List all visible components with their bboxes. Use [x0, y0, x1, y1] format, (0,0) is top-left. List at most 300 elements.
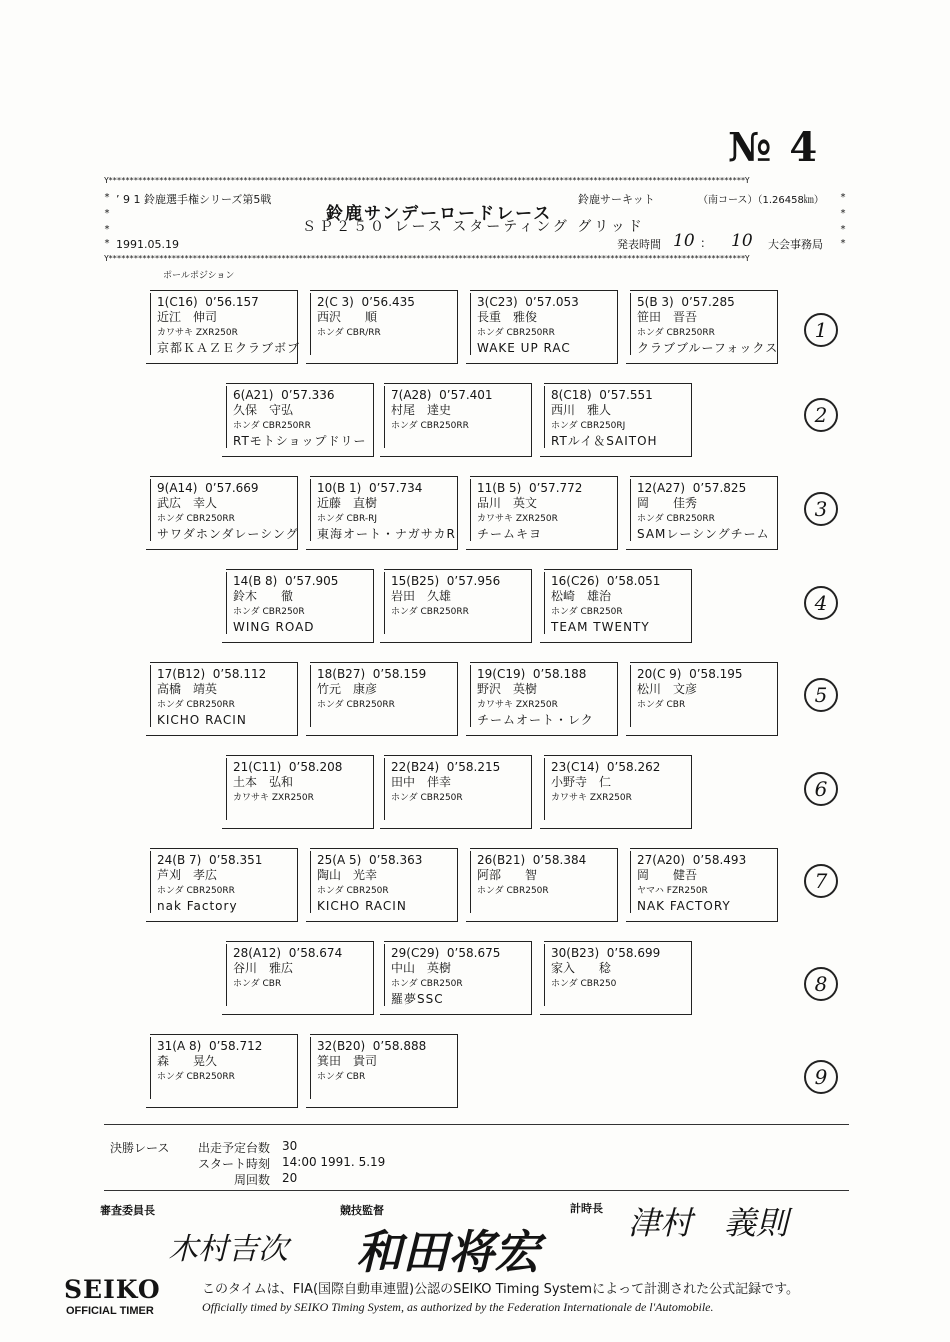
- rider-name: 村尾 達史: [391, 403, 452, 417]
- position-code: 19(C19): [477, 667, 526, 681]
- rider-name: 西沢 順: [317, 310, 378, 324]
- box-border-right: [617, 290, 618, 364]
- rider-name: 長重 雅俊: [477, 310, 538, 324]
- grid-box: [310, 476, 458, 550]
- box-border-top: [630, 290, 778, 291]
- rider-name: 松川 文彦: [637, 682, 698, 696]
- position-code: 29(C29): [391, 946, 440, 960]
- box-border-bottom: [626, 549, 778, 550]
- qualifying-time: 0’57.956: [446, 574, 501, 588]
- grid-box: [544, 383, 692, 457]
- grid-position: [157, 481, 259, 496]
- grid-box: [310, 1034, 458, 1108]
- grid-box: [226, 383, 374, 457]
- announce-colon: ：: [700, 236, 713, 250]
- grid-position: [637, 667, 743, 682]
- grid-position: [391, 574, 500, 589]
- box-border-bottom: [380, 1014, 532, 1015]
- rider-name: 高橋 靖英: [157, 682, 218, 696]
- grid-box: [384, 569, 532, 643]
- box-border-top: [226, 383, 374, 384]
- rider-name: 箕田 貴司: [317, 1054, 378, 1068]
- row-number-circle: 3: [804, 492, 838, 526]
- row-number-circle: 8: [804, 967, 838, 1001]
- box-border-right: [457, 662, 458, 736]
- box-border-left: [310, 1037, 311, 1099]
- grid-box: [630, 848, 778, 922]
- box-border-bottom: [380, 456, 532, 457]
- position-code: 17(B12): [157, 667, 206, 681]
- laps-label: 周回数: [234, 1173, 271, 1187]
- star-border-bottom: Y*******************************************************************************************************************************************************Y: [104, 254, 750, 263]
- row-number-circle: 9: [804, 1060, 838, 1094]
- box-border-top: [226, 755, 374, 756]
- rider-name: 松崎 雄治: [551, 589, 612, 603]
- position-code: 7(A28): [391, 388, 432, 402]
- box-border-bottom: [380, 828, 532, 829]
- timekeeper-label: 計時長: [570, 1202, 603, 1215]
- box-border-bottom: [306, 363, 458, 364]
- judge-label: 審査委員長: [100, 1204, 155, 1217]
- box-border-right: [297, 848, 298, 922]
- box-border-right: [297, 662, 298, 736]
- rider-name: 陶山 光幸: [317, 868, 378, 882]
- final-race-label: 決勝レース: [110, 1141, 170, 1155]
- box-border-top: [150, 290, 298, 291]
- qualifying-time: 0’58.363: [368, 853, 423, 867]
- series-name: ’ 9 1 鈴鹿選手権シリーズ第5戦: [116, 193, 272, 206]
- grid-box: [630, 662, 778, 736]
- box-border-left: [150, 1037, 151, 1099]
- box-border-right: [777, 476, 778, 550]
- disclaimer-japanese: このタイムは、FIA(国際自動車連盟)公認のSEIKO Timing Systemによって計測された公式記録です。: [202, 1282, 800, 1297]
- box-border-top: [310, 1034, 458, 1035]
- box-border-top: [544, 941, 692, 942]
- rider-name: 武広 幸人: [157, 496, 218, 510]
- position-code: 27(A20): [637, 853, 686, 867]
- position-code: 8(C18): [551, 388, 592, 402]
- machine-name: カワサキ ZXR250R: [551, 793, 632, 803]
- position-code: 9(A14): [157, 481, 198, 495]
- machine-name: ヤマハ FZR250R: [637, 886, 708, 896]
- box-border-left: [544, 758, 545, 820]
- grid-position: [477, 853, 586, 868]
- position-code: 21(C11): [233, 760, 282, 774]
- rider-name: 岡 健吾: [637, 868, 698, 882]
- grid-position: [391, 388, 493, 403]
- grid-box: [150, 662, 298, 736]
- box-border-right: [531, 941, 532, 1015]
- position-code: 23(C14): [551, 760, 600, 774]
- machine-name: ホンダ CBR250RR: [233, 421, 311, 431]
- grid-box: [470, 290, 618, 364]
- row-number-circle: 2: [804, 398, 838, 432]
- final-divider-top: [104, 1124, 849, 1125]
- grid-box: [470, 848, 618, 922]
- qualifying-time: 0’58.674: [288, 946, 343, 960]
- rider-name: 岡 佳秀: [637, 496, 698, 510]
- box-border-left: [226, 386, 227, 448]
- box-border-left: [470, 479, 471, 541]
- box-border-bottom: [222, 828, 374, 829]
- box-border-right: [691, 383, 692, 457]
- box-border-top: [384, 941, 532, 942]
- box-border-left: [544, 572, 545, 634]
- box-border-left: [226, 944, 227, 1006]
- qualifying-time: 0’57.053: [525, 295, 579, 309]
- rider-name: 岩田 久雄: [391, 589, 452, 603]
- box-border-bottom: [306, 921, 458, 922]
- box-border-right: [297, 1034, 298, 1108]
- course-info: （南コース）（1.26458㎞）: [698, 195, 824, 206]
- qualifying-time: 0’58.112: [212, 667, 267, 681]
- rider-name: 近江 伸司: [157, 310, 218, 324]
- row-number-circle: 5: [804, 678, 838, 712]
- grid-position: [391, 760, 500, 775]
- star-border-right-3: *: [840, 224, 847, 235]
- qualifying-time: 0’58.051: [606, 574, 661, 588]
- grid-position: [317, 1039, 426, 1054]
- position-code: 32(B20): [317, 1039, 366, 1053]
- qualifying-time: 0’56.435: [361, 295, 415, 309]
- grid-box: [470, 476, 618, 550]
- rider-name: 阿部 智: [477, 868, 538, 882]
- box-border-bottom: [306, 1107, 458, 1108]
- rider-name: 久保 守弘: [233, 403, 294, 417]
- box-border-left: [150, 851, 151, 913]
- star-border-right-4: *: [840, 238, 847, 249]
- machine-name: ホンダ CBR250RR: [157, 1072, 235, 1082]
- document-number: № 4: [728, 124, 820, 171]
- position-code: 28(A12): [233, 946, 282, 960]
- qualifying-time: 0’57.905: [284, 574, 339, 588]
- position-code: 12(A27): [637, 481, 686, 495]
- box-border-bottom: [222, 1014, 374, 1015]
- box-border-right: [617, 476, 618, 550]
- grid-position: [233, 760, 342, 775]
- position-code: 30(B23): [551, 946, 600, 960]
- announce-minute: 10: [731, 231, 753, 251]
- box-border-right: [691, 941, 692, 1015]
- grid-box: [544, 941, 692, 1015]
- box-border-top: [150, 662, 298, 663]
- position-code: 18(B27): [317, 667, 366, 681]
- box-border-bottom: [222, 642, 374, 643]
- box-border-bottom: [540, 456, 692, 457]
- machine-name: ホンダ CBR: [317, 1072, 366, 1082]
- box-border-top: [310, 476, 458, 477]
- box-border-top: [630, 662, 778, 663]
- box-border-bottom: [540, 642, 692, 643]
- qualifying-time: 0’58.159: [372, 667, 427, 681]
- box-border-right: [531, 569, 532, 643]
- team-name: TEAM TWENTY: [551, 620, 650, 634]
- machine-name: ホンダ CBR250R: [551, 607, 623, 617]
- machine-name: ホンダ CBR250RR: [391, 421, 469, 431]
- box-border-right: [617, 662, 618, 736]
- box-border-left: [310, 665, 311, 727]
- team-name: WING ROAD: [233, 620, 315, 634]
- laps-value: 20: [282, 1171, 298, 1185]
- qualifying-time: 0’58.888: [372, 1039, 427, 1053]
- office-name: 大会事務局: [768, 238, 823, 251]
- machine-name: ホンダ CBR/RR: [317, 328, 381, 338]
- machine-name: ホンダ CBR250RR: [391, 607, 469, 617]
- grid-position: [317, 853, 422, 868]
- machine-name: ホンダ CBR250RR: [477, 328, 555, 338]
- box-border-top: [470, 662, 618, 663]
- machine-name: ホンダ CBR250RR: [637, 514, 715, 524]
- machine-name: ホンダ CBR: [233, 979, 282, 989]
- grid-position: [551, 574, 660, 589]
- box-border-top: [470, 848, 618, 849]
- position-code: 31(A 8): [157, 1039, 202, 1053]
- qualifying-time: 0’57.772: [528, 481, 583, 495]
- rider-name: 谷川 雅広: [233, 961, 294, 975]
- qualifying-time: 0’57.401: [439, 388, 493, 402]
- grid-box: [310, 290, 458, 364]
- box-border-right: [373, 569, 374, 643]
- machine-name: ホンダ CBR250RR: [157, 514, 235, 524]
- box-border-bottom: [380, 642, 532, 643]
- machine-name: ホンダ CBR250R: [391, 979, 463, 989]
- box-border-left: [630, 479, 631, 541]
- box-border-right: [373, 755, 374, 829]
- rider-name: 西川 雅人: [551, 403, 612, 417]
- box-border-left: [150, 479, 151, 541]
- box-border-left: [470, 293, 471, 355]
- grid-position: [637, 853, 746, 868]
- rider-name: 品川 英文: [477, 496, 538, 510]
- position-code: 5(B 3): [637, 295, 674, 309]
- position-code: 15(B25): [391, 574, 440, 588]
- box-border-left: [630, 665, 631, 727]
- grid-position: [637, 295, 735, 310]
- box-border-left: [310, 479, 311, 541]
- team-name: NAK FACTORY: [637, 899, 731, 913]
- qualifying-time: 0’58.384: [532, 853, 587, 867]
- machine-name: カワサキ ZXR250R: [477, 514, 558, 524]
- grid-box: [630, 476, 778, 550]
- box-border-left: [150, 665, 151, 727]
- machine-name: ホンダ CBR250RR: [157, 886, 235, 896]
- box-border-top: [310, 662, 458, 663]
- box-border-left: [384, 572, 385, 634]
- box-border-bottom: [466, 549, 618, 550]
- grid-position: [233, 388, 335, 403]
- rider-name: 小野寺 仁: [551, 775, 612, 789]
- grid-box: [226, 569, 374, 643]
- qualifying-time: 0’57.285: [681, 295, 735, 309]
- box-border-right: [777, 848, 778, 922]
- director-signature: 和田将宏: [356, 1225, 540, 1279]
- position-code: 10(B 1): [317, 481, 362, 495]
- team-name: チームオート・レク: [477, 713, 594, 727]
- rider-name: 森 晃久: [157, 1054, 218, 1068]
- grid-position: [233, 946, 342, 961]
- machine-name: カワサキ ZXR250R: [157, 328, 238, 338]
- box-border-right: [457, 290, 458, 364]
- final-divider-bottom: [104, 1190, 849, 1191]
- box-border-top: [150, 1034, 298, 1035]
- position-code: 6(A21): [233, 388, 274, 402]
- position-code: 22(B24): [391, 760, 440, 774]
- team-name: nak Factory: [157, 899, 238, 913]
- circuit-name: 鈴鹿サーキット: [578, 193, 655, 206]
- box-border-right: [691, 569, 692, 643]
- qualifying-time: 0’58.208: [288, 760, 343, 774]
- grid-position: [477, 295, 579, 310]
- box-border-bottom: [146, 549, 298, 550]
- qualifying-time: 0’57.734: [368, 481, 423, 495]
- grid-box: [310, 848, 458, 922]
- box-border-right: [373, 941, 374, 1015]
- rider-name: 土本 弘和: [233, 775, 294, 789]
- timekeeper-signature: 津村 義則: [628, 1204, 789, 1242]
- grid-box: [150, 290, 301, 364]
- box-border-top: [384, 569, 532, 570]
- row-number-circle: 1: [804, 313, 838, 347]
- grid-position: [157, 295, 259, 310]
- race-title: 鈴鹿サンデーロードレース: [326, 204, 553, 224]
- box-border-bottom: [306, 549, 458, 550]
- star-border-right-2: *: [840, 208, 847, 219]
- box-border-left: [630, 293, 631, 355]
- team-name: チームキヨ: [477, 527, 543, 541]
- star-border-right-1: *: [840, 192, 847, 203]
- grid-position: [551, 388, 653, 403]
- position-code: 24(B 7): [157, 853, 202, 867]
- grid-position: [477, 481, 582, 496]
- pole-position-label: ポールポジション: [163, 271, 235, 281]
- qualifying-time: 0’58.675: [446, 946, 501, 960]
- box-border-bottom: [466, 921, 618, 922]
- rider-name: 竹元 康彦: [317, 682, 378, 696]
- starters-value: 30: [282, 1139, 298, 1153]
- rider-name: 家入 稔: [551, 961, 612, 975]
- rider-name: 田中 伴幸: [391, 775, 452, 789]
- row-number-circle: 6: [804, 772, 838, 806]
- team-name: KICHO RACIN: [317, 899, 407, 913]
- box-border-left: [150, 293, 151, 355]
- box-border-bottom: [540, 1014, 692, 1015]
- box-border-top: [226, 569, 374, 570]
- team-name: WAKE UP RAC: [477, 341, 571, 355]
- box-border-top: [310, 848, 458, 849]
- row-number-circle: 7: [804, 864, 838, 898]
- qualifying-time: 0’57.669: [205, 481, 259, 495]
- box-border-left: [544, 944, 545, 1006]
- box-border-right: [617, 848, 618, 922]
- qualifying-time: 0’58.699: [606, 946, 661, 960]
- position-code: 26(B21): [477, 853, 526, 867]
- grid-position: [157, 667, 266, 682]
- box-border-top: [630, 476, 778, 477]
- grid-position: [551, 760, 660, 775]
- box-border-left: [384, 944, 385, 1006]
- box-border-left: [384, 758, 385, 820]
- qualifying-time: 0’57.551: [599, 388, 653, 402]
- start-time-label: スタート時刻: [198, 1157, 271, 1171]
- box-border-bottom: [626, 921, 778, 922]
- race-date: 1991.05.19: [116, 238, 179, 251]
- grid-box: [630, 290, 778, 364]
- star-border-left-1: *: [104, 192, 111, 203]
- grid-box: [150, 1034, 298, 1108]
- qualifying-time: 0’57.336: [281, 388, 335, 402]
- position-code: 25(A 5): [317, 853, 362, 867]
- machine-name: ホンダ CBR250RR: [637, 328, 715, 338]
- announce-label: 発表時間: [617, 238, 661, 251]
- grid-box: [226, 755, 374, 829]
- team-name: 東海オート・ナガサカR: [317, 527, 456, 541]
- rider-name: 芦刈 孝広: [157, 868, 218, 882]
- seiko-logo: SEIKO: [64, 1275, 161, 1304]
- box-border-right: [457, 848, 458, 922]
- box-border-bottom: [626, 363, 778, 364]
- grid-box: [544, 755, 692, 829]
- position-code: 11(B 5): [477, 481, 522, 495]
- grid-box: [384, 941, 532, 1015]
- box-border-top: [544, 755, 692, 756]
- row-number-circle: 4: [804, 586, 838, 620]
- grid-position: [551, 946, 660, 961]
- grid-box: [150, 848, 298, 922]
- box-border-right: [531, 755, 532, 829]
- box-border-top: [470, 290, 618, 291]
- star-border-top: Y*******************************************************************************************************************************************************Y: [104, 176, 750, 185]
- box-border-top: [150, 848, 298, 849]
- box-border-right: [457, 1034, 458, 1108]
- box-border-bottom: [146, 735, 298, 736]
- qualifying-time: 0’58.712: [208, 1039, 263, 1053]
- box-border-bottom: [466, 735, 618, 736]
- star-border-left-3: *: [104, 224, 111, 235]
- start-time-value: 14:00 1991. 5.19: [282, 1155, 386, 1169]
- box-border-right: [373, 383, 374, 457]
- qualifying-time: 0’58.493: [692, 853, 747, 867]
- box-border-top: [310, 290, 458, 291]
- box-border-top: [384, 383, 532, 384]
- team-name: 京都ＫＡＺＥクラブボブ: [157, 341, 301, 355]
- box-border-right: [457, 476, 458, 550]
- race-subtitle: ＳＰ２５０ レース スターティング グリッド: [302, 219, 645, 235]
- machine-name: ホンダ CBR250RJ: [551, 421, 626, 431]
- box-border-bottom: [222, 456, 374, 457]
- announce-hour: 10: [673, 231, 695, 251]
- box-border-left: [630, 851, 631, 913]
- box-border-top: [630, 848, 778, 849]
- grid-position: [317, 295, 415, 310]
- machine-name: ホンダ CBR250RR: [157, 700, 235, 710]
- starters-label: 出走予定台数: [198, 1141, 271, 1155]
- box-border-bottom: [146, 1107, 298, 1108]
- qualifying-time: 0’58.262: [606, 760, 661, 774]
- grid-position: [157, 1039, 262, 1054]
- box-border-bottom: [466, 363, 618, 364]
- box-border-left: [310, 851, 311, 913]
- machine-name: ホンダ CBR250R: [317, 886, 389, 896]
- grid-box: [384, 383, 532, 457]
- machine-name: ホンダ CBR-RJ: [317, 514, 378, 524]
- box-border-left: [310, 293, 311, 355]
- director-label: 競技監督: [340, 1204, 384, 1217]
- box-border-bottom: [146, 363, 298, 364]
- machine-name: ホンダ CBR250R: [477, 886, 549, 896]
- box-border-top: [226, 941, 374, 942]
- team-name: RTモトショップドリー: [233, 434, 367, 448]
- qualifying-time: 0’58.195: [689, 667, 743, 681]
